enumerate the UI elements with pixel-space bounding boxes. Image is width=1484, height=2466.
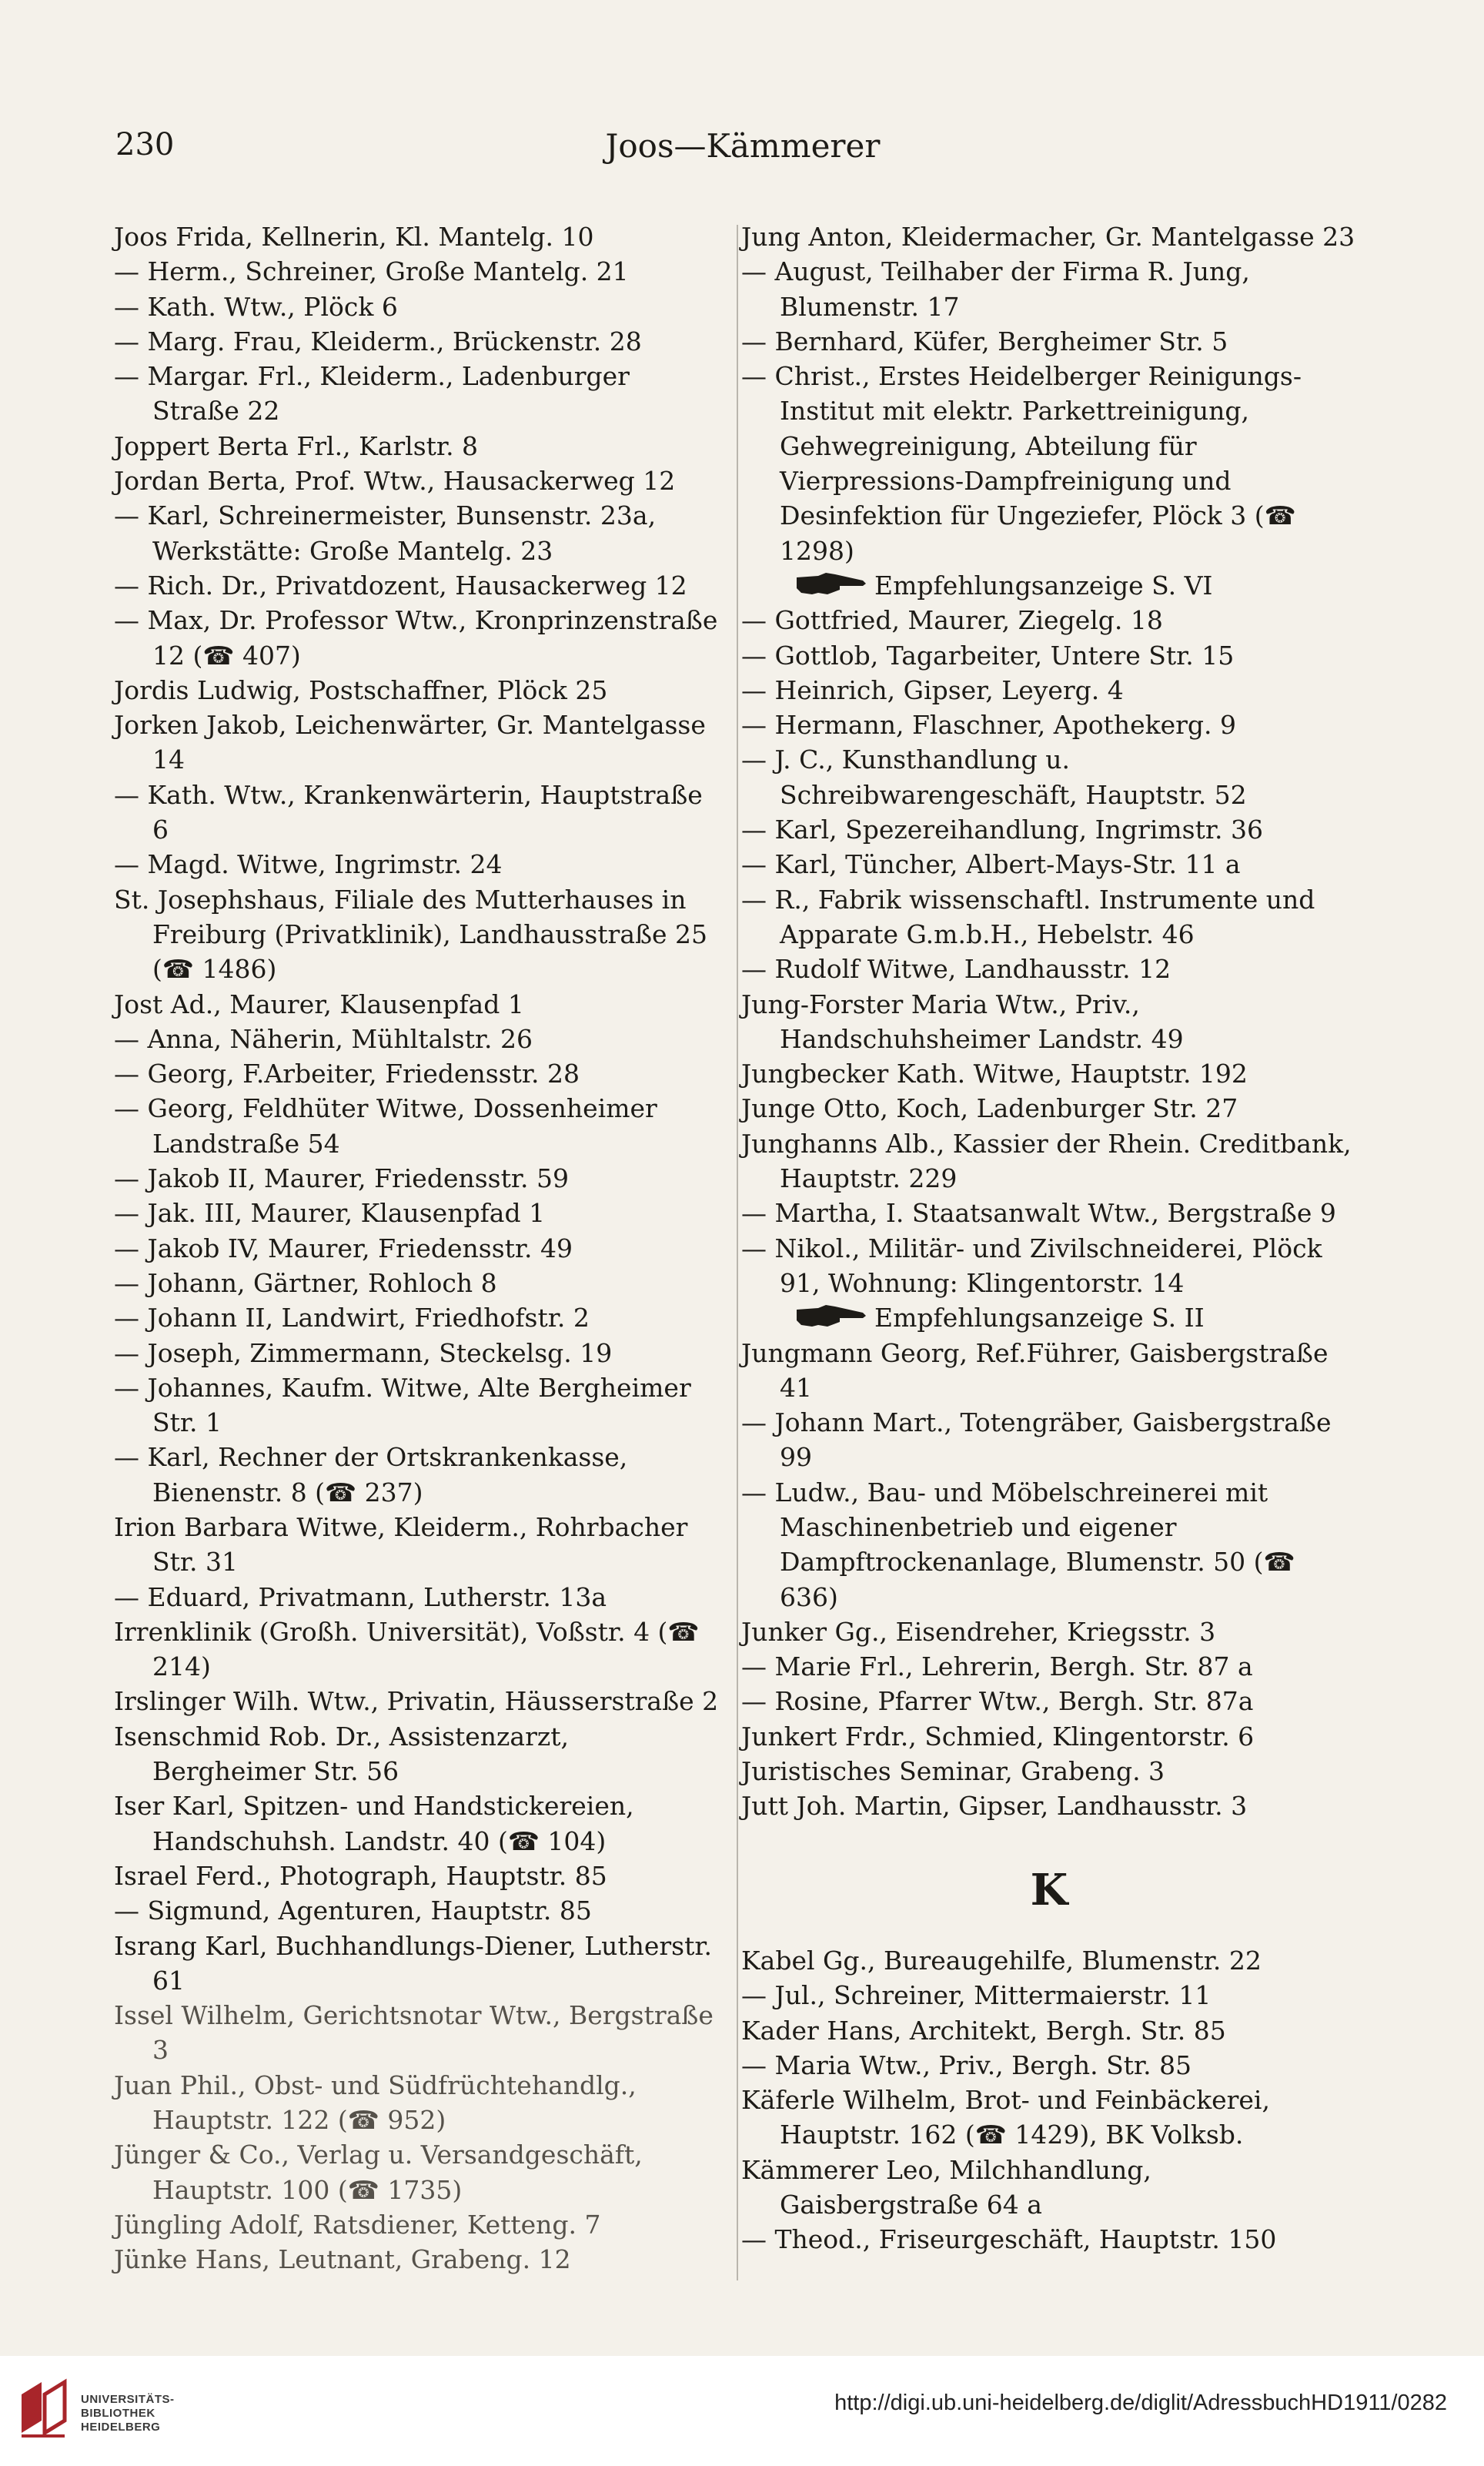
directory-entry: — Bernhard, Küfer, Bergheimer Str. 5 <box>741 326 1228 356</box>
directory-entry: Irrenklinik (Großh. Universität), Voßstr. 4 (☎ 214) <box>114 1616 700 1682</box>
directory-entry: — J. C., Kunsthandlung u. Schreibwarengeschäft, Hauptstr. 52 <box>741 744 1247 810</box>
directory-entry: — Heinrich, Gipser, Leyerg. 4 <box>741 674 1124 705</box>
directory-entry: — Johann, Gärtner, Rohloch 8 <box>114 1267 497 1298</box>
directory-entry: Kämmerer Leo, Milchhandlung, Gaisbergstraße 64 a <box>741 2154 1151 2220</box>
directory-entry: — Rich. Dr., Privatdozent, Hausackerweg 12 <box>114 570 687 601</box>
directory-entry: — Margar. Frl., Kleiderm., Ladenburger Straße 22 <box>114 361 630 427</box>
directory-entry: Junghanns Alb., Kassier der Rhein. Creditbank, Hauptstr. 229 <box>741 1128 1352 1194</box>
running-title: Joos—Kämmerer <box>605 127 881 165</box>
column-divider <box>737 225 738 2280</box>
directory-entry: — Johannes, Kaufm. Witwe, Alte Bergheimer Str. 1 <box>114 1372 691 1438</box>
logo-line: HEIDELBERG <box>81 2421 161 2434</box>
directory-entry: — August, Teilhaber der Firma R. Jung, Blumenstr. 17 <box>741 256 1250 322</box>
directory-entry: — Max, Dr. Professor Wtw., Kronprinzenstraße 12 (☎ 407) <box>114 605 718 671</box>
directory-entry: — Martha, I. Staatsanwalt Wtw., Bergstraße 9 <box>741 1198 1336 1229</box>
directory-entry: Jüngling Adolf, Ratsdiener, Ketteng. 7 <box>114 2209 601 2240</box>
directory-entry: — R., Fabrik wissenschaftl. Instrumente und Apparate G.m.b.H., Hebelstr. 46 <box>741 884 1315 949</box>
directory-entry: — Jul., Schreiner, Mittermaierstr. 11 <box>741 1980 1212 2011</box>
directory-entry: — Nikol., Militär- und Zivilschneiderei, Plöck 91, Wohnung: Klingentorstr. 14 <box>741 1233 1322 1298</box>
directory-entry: — Georg, F.Arbeiter, Friedensstr. 28 <box>114 1059 580 1089</box>
directory-entry: — Theod., Friseurgeschäft, Hauptstr. 150 <box>741 2224 1277 2255</box>
directory-entry: Israel Ferd., Photograph, Hauptstr. 85 <box>114 1860 607 1891</box>
directory-entry: — Marg. Frau, Kleiderm., Brückenstr. 28 <box>114 326 642 356</box>
directory-entry: — Maria Wtw., Priv., Bergh. Str. 85 <box>741 2049 1192 2080</box>
directory-entry: — Sigmund, Agenturen, Hauptstr. 85 <box>114 1896 592 1926</box>
directory-entry: Issel Wilhelm, Gerichtsnotar Wtw., Bergstraße 3 <box>114 2000 714 2066</box>
directory-entry: — Anna, Näherin, Mühltalstr. 26 <box>114 1023 533 1054</box>
directory-entry: — Eduard, Privatmann, Lutherstr. 13a <box>114 1581 607 1612</box>
directory-entry: — Jakob IV, Maurer, Friedensstr. 49 <box>114 1233 573 1263</box>
directory-entry: — Rudolf Witwe, Landhausstr. 12 <box>741 954 1171 985</box>
directory-entry: — Karl, Schreinermeister, Bunsenstr. 23a, Werkstätte: Große Mantelg. 23 <box>114 500 657 566</box>
directory-entry: Kader Hans, Architekt, Bergh. Str. 85 <box>741 2015 1226 2046</box>
directory-entry: — Gottfried, Maurer, Ziegelg. 18 <box>741 605 1163 636</box>
directory-entry: — Karl, Tüncher, Albert-Mays-Str. 11 a <box>741 849 1241 880</box>
directory-entry: — Magd. Witwe, Ingrimstr. 24 <box>114 849 503 880</box>
directory-entry: Jost Ad., Maurer, Klausenpfad 1 <box>114 989 524 1019</box>
directory-entry: Juan Phil., Obst- und Südfrüchtehandlg., Hauptstr. 122 (☎ 952) <box>114 2069 637 2136</box>
directory-entry: Jordan Berta, Prof. Wtw., Hausackerweg 12 <box>114 466 676 497</box>
advertisement-text: Empfehlungsanzeige S. II <box>874 1303 1205 1333</box>
page-number: 230 <box>115 127 175 162</box>
directory-entry: Jünke Hans, Leutnant, Grabeng. 12 <box>114 2244 571 2275</box>
library-logo[interactable] <box>15 2377 269 2447</box>
directory-entry: — Karl, Rechner der Ortskrankenkasse, Bienenstr. 8 (☎ 237) <box>114 1442 628 1507</box>
directory-entry: — Christ., Erstes Heidelberger Reinigungs-Institut mit elektr. Parkettreinigung, Gehwegreinigung, Abteilung für Vierpressions-Dampfreinigung und Desinfektion für Ungeziefer, Plöck 3 (☎ 1298) <box>741 361 1302 566</box>
directory-entry: Junker Gg., Eisendreher, Kriegsstr. 3 <box>741 1616 1216 1647</box>
pointing-hand-icon <box>795 1303 868 1330</box>
library-logo-icon <box>15 2377 71 2439</box>
advertisement-reference <box>741 1300 1357 1335</box>
directory-entry: Jutt Joh. Martin, Gipser, Landhausstr. 3 <box>741 1791 1248 1822</box>
directory-entry: — Jak. III, Maurer, Klausenpfad 1 <box>114 1198 546 1229</box>
directory-entry: Joos Frida, Kellnerin, Kl. Mantelg. 10 <box>114 222 594 252</box>
digitization-footer <box>0 2356 1484 2466</box>
directory-entry: — Hermann, Flaschner, Apothekerg. 9 <box>741 710 1237 741</box>
directory-entry: — Herm., Schreiner, Große Mantelg. 21 <box>114 256 629 287</box>
right-column <box>741 219 1357 2257</box>
directory-entry: — Kath. Wtw., Krankenwärterin, Hauptstraße 6 <box>114 779 703 845</box>
directory-entry: Junkert Frdr., Schmied, Klingentorstr. 6 <box>741 1721 1255 1752</box>
directory-entry: — Gottlob, Tagarbeiter, Untere Str. 15 <box>741 640 1235 671</box>
directory-entry: Junge Otto, Koch, Ladenburger Str. 27 <box>741 1093 1238 1124</box>
directory-entry: Israng Karl, Buchhandlungs-Diener, Lutherstr. 61 <box>114 1930 713 1996</box>
directory-entry: — Karl, Spezereihandlung, Ingrimstr. 36 <box>741 815 1263 845</box>
directory-entry: Jordis Ludwig, Postschaffner, Plöck 25 <box>114 674 608 705</box>
directory-entry: — Marie Frl., Lehrerin, Bergh. Str. 87 a <box>741 1651 1253 1682</box>
directory-entry: Jungmann Georg, Ref.Führer, Gaisbergstraße 41 <box>741 1337 1329 1403</box>
directory-entry: Jorken Jakob, Leichenwärter, Gr. Mantelgasse 14 <box>114 710 706 775</box>
directory-entry: St. Josephshaus, Filiale des Mutterhauses in Freiburg (Privatklinik), Landhausstraße 25 (☎ 1486) <box>114 884 708 985</box>
directory-entry: Irslinger Wilh. Wtw., Privatin, Häusserstraße 2 <box>114 1686 719 1717</box>
advertisement-text: Empfehlungsanzeige S. VI <box>874 570 1213 601</box>
logo-line: UNIVERSITÄTS- <box>81 2393 175 2406</box>
directory-entry: Isenschmid Rob. Dr., Assistenzarzt, Bergheimer Str. 56 <box>114 1721 569 1787</box>
directory-entry: — Johann II, Landwirt, Friedhofstr. 2 <box>114 1303 590 1333</box>
directory-entry: — Jakob II, Maurer, Friedensstr. 59 <box>114 1163 569 1194</box>
left-column <box>114 219 722 2277</box>
directory-entry: — Georg, Feldhüter Witwe, Dossenheimer Landstraße 54 <box>114 1093 657 1159</box>
source-url-link[interactable]: http://digi.ub.uni-heidelberg.de/diglit/AdressbuchHD1911/0282 <box>834 2391 1447 2415</box>
directory-entry: Jünger & Co., Verlag u. Versandgeschäft, Hauptstr. 100 (☎ 1735) <box>114 2140 643 2205</box>
directory-entry: Juristisches Seminar, Grabeng. 3 <box>741 1756 1165 1787</box>
directory-entry: Jungbecker Kath. Witwe, Hauptstr. 192 <box>741 1059 1248 1089</box>
directory-entry: — Kath. Wtw., Plöck 6 <box>114 291 398 322</box>
library-logo-text <box>81 2393 175 2434</box>
directory-entry: Jung Anton, Kleidermacher, Gr. Mantelgasse 23 <box>741 222 1355 252</box>
pointing-hand-icon <box>795 571 868 597</box>
logo-line: BIBLIOTHEK <box>81 2407 155 2420</box>
section-letter: K <box>1030 1864 1068 1916</box>
directory-entry: — Joseph, Zimmermann, Steckelsg. 19 <box>114 1337 613 1368</box>
page-header <box>115 127 1370 181</box>
directory-entry: Käferle Wilhelm, Brot- und Feinbäckerei, Hauptstr. 162 (☎ 1429), BK Volksb. <box>741 2085 1270 2150</box>
directory-entry: — Johann Mart., Totengräber, Gaisbergstraße 99 <box>741 1407 1332 1473</box>
advertisement-reference <box>741 568 1357 603</box>
directory-entry: — Rosine, Pfarrer Wtw., Bergh. Str. 87a <box>741 1686 1254 1717</box>
directory-entry: Jung-Forster Maria Wtw., Priv., Handschuhsheimer Landstr. 49 <box>741 989 1184 1054</box>
directory-entry: Kabel Gg., Bureaugehilfe, Blumenstr. 22 <box>741 1945 1262 1976</box>
directory-entry: — Ludw., Bau- und Möbelschreinerei mit Maschinenbetrieb und eigener Dampftrockenanlage, Blumenstr. 50 (☎ 636) <box>741 1477 1295 1612</box>
directory-entry: Iser Karl, Spitzen- und Handstickereien, Handschuhsh. Landstr. 40 (☎ 104) <box>114 1791 634 1856</box>
directory-entry: Irion Barbara Witwe, Kleiderm., Rohrbacher Str. 31 <box>114 1511 688 1578</box>
directory-entry: Joppert Berta Frl., Karlstr. 8 <box>114 430 479 461</box>
